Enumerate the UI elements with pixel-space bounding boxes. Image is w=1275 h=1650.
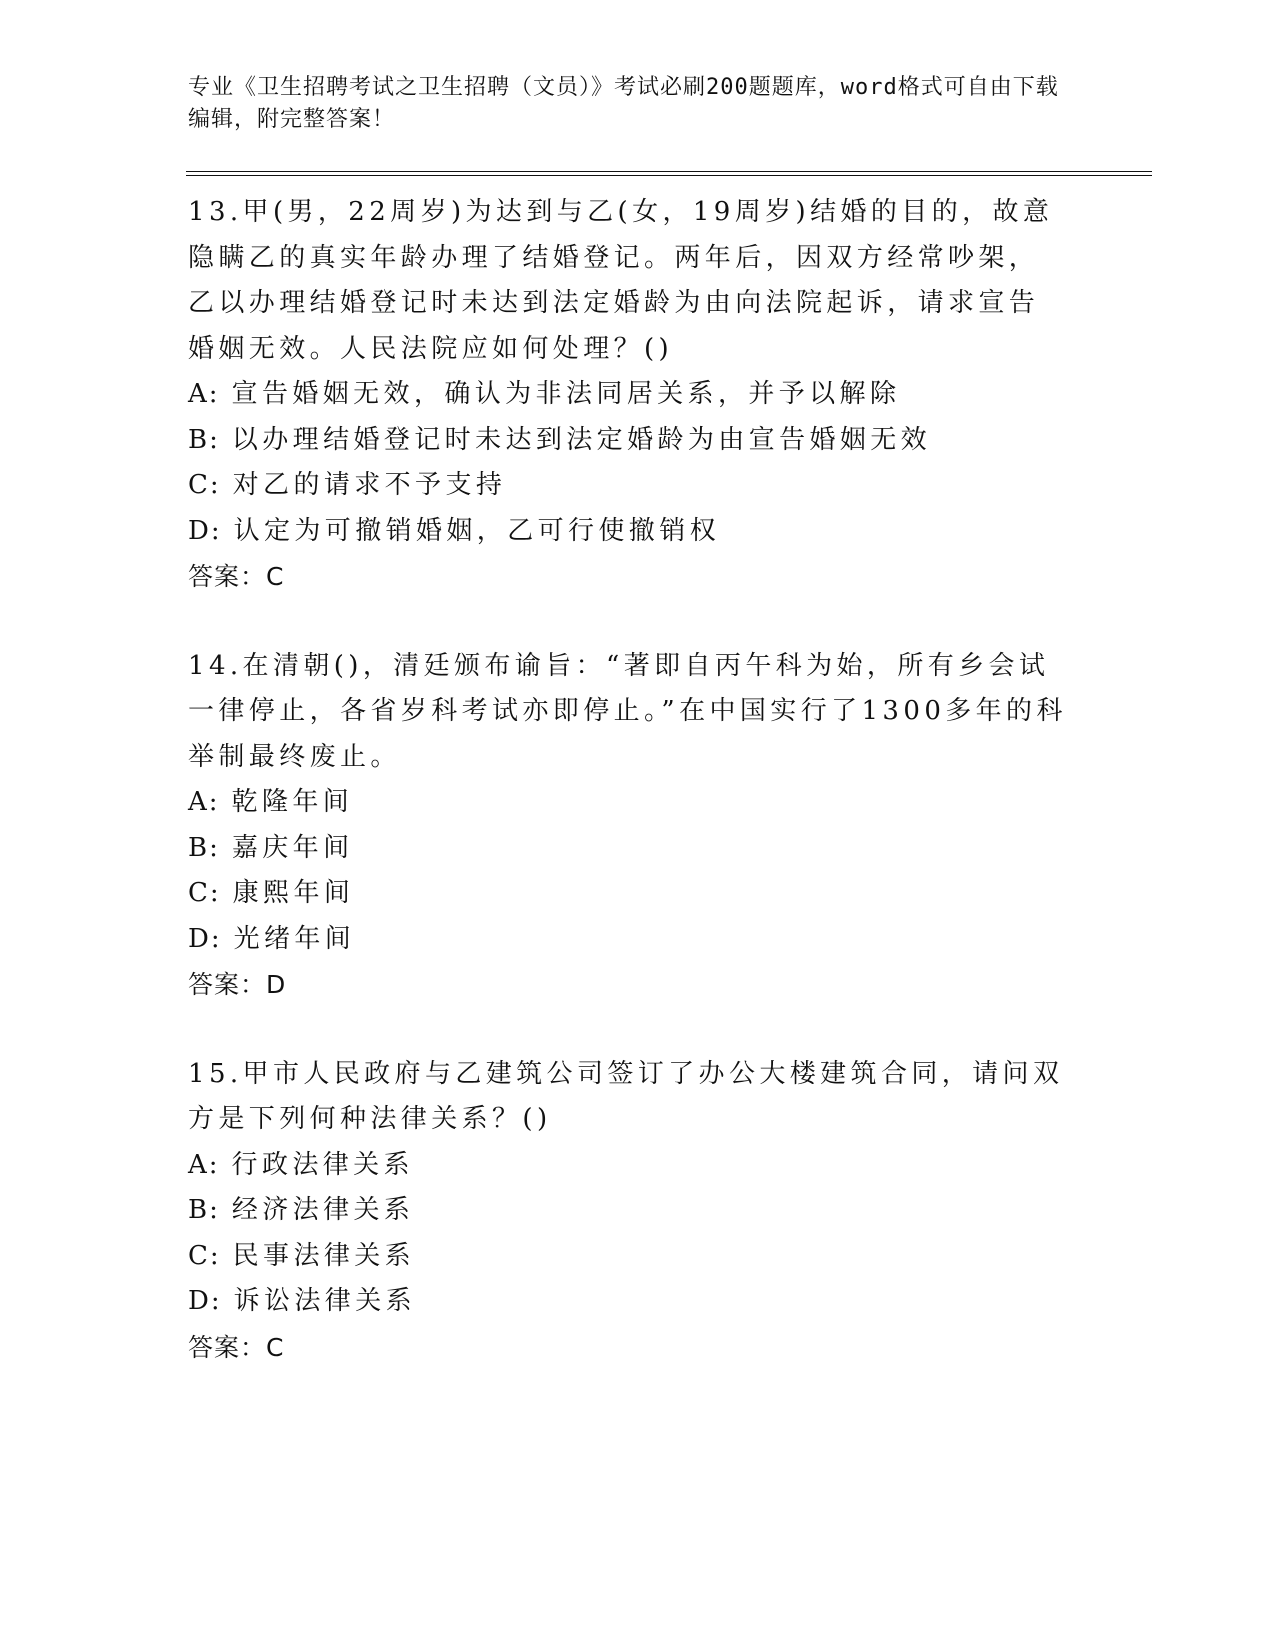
option-b	[188, 418, 1068, 464]
option-a	[188, 372, 1068, 418]
option-key: D:	[188, 515, 222, 546]
option-text: 经济法律关系	[231, 1195, 415, 1225]
option-key: D:	[188, 1286, 222, 1316]
question-list	[188, 190, 1068, 1414]
option-text: 对乙的请求不予支持	[232, 470, 507, 500]
option-key: D:	[188, 923, 222, 954]
option-b	[188, 826, 1068, 872]
question-14	[188, 644, 1068, 1008]
option-text: 康熙年间	[232, 878, 355, 908]
question-stem: 13.甲(男，22周岁)为达到与乙(女，19周岁)结婚的目的，故意隐瞒乙的真实年龄办理了结婚登记。两年后，因双方经常吵架，乙以办理结婚登记时未达到法定婚龄为由向法院起诉，请求宣告婚姻无效。人民法院应如何处理？()	[188, 197, 1054, 364]
option-b	[188, 1188, 1068, 1234]
option-key: B:	[188, 424, 220, 455]
option-c	[188, 871, 1068, 917]
option-key: C:	[188, 878, 221, 908]
option-key: A:	[188, 1149, 220, 1180]
question-stem: 15.甲市人民政府与乙建筑公司签订了办公大楼建筑合同，请问双方是下列何种法律关系？()	[188, 1058, 1064, 1134]
option-text: 诉讼法律关系	[233, 1286, 417, 1316]
answer-line: 答案：C	[188, 562, 285, 591]
option-key: A:	[188, 379, 220, 409]
option-key: B:	[188, 832, 220, 863]
option-a	[188, 780, 1068, 826]
option-text: 行政法律关系	[231, 1149, 414, 1180]
answer-line: 答案：D	[188, 970, 287, 999]
option-key: C:	[188, 470, 221, 500]
option-key: B:	[188, 1195, 220, 1225]
option-text: 民事法律关系	[232, 1240, 416, 1271]
option-c	[188, 1234, 1068, 1280]
question-15	[188, 1052, 1068, 1371]
option-text: 以办理结婚登记时未达到法定婚龄为由宣告婚姻无效	[231, 424, 932, 455]
option-text: 宣告婚姻无效，确认为非法同居关系，并予以解除	[231, 379, 901, 409]
option-text: 认定为可撤销婚姻，乙可行使撤销权	[233, 515, 721, 546]
answer-line: 答案：C	[188, 1332, 285, 1362]
option-c	[188, 463, 1068, 509]
option-d	[188, 917, 1068, 963]
option-text: 乾隆年间	[231, 787, 354, 817]
header-divider-top	[186, 171, 1152, 172]
option-key: C:	[188, 1240, 221, 1271]
header-divider-bottom	[186, 175, 1152, 176]
option-text: 嘉庆年间	[231, 832, 354, 863]
question-stem: 14.在清朝()，清廷颁布谕旨：“著即自丙午科为始，所有乡会试一律停止，各省岁科考试亦即停止。”在中国实行了1300多年的科举制最终废止。	[188, 650, 1067, 772]
option-d	[188, 1279, 1068, 1325]
option-key: A:	[188, 787, 220, 817]
option-text: 光绪年间	[233, 923, 356, 954]
document-header: 专业《卫生招聘考试之卫生招聘（文员）》考试必刷200题题库，word格式可自由下载编辑，附完整答案！	[188, 75, 1059, 132]
option-d	[188, 509, 1068, 555]
option-a	[188, 1143, 1068, 1189]
question-13	[188, 190, 1068, 600]
